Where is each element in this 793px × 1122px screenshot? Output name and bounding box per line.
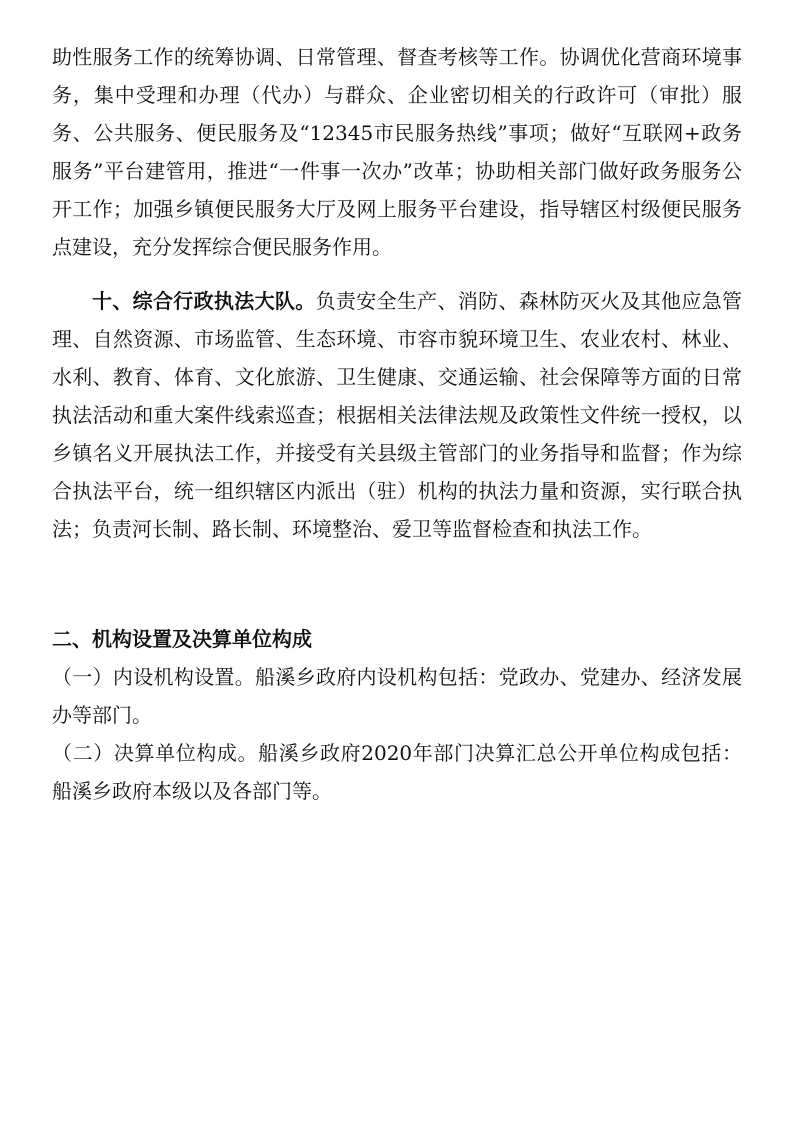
paragraph-law-enforcement <box>52 282 742 548</box>
item-budget-units: （二）决算单位构成。船溪乡政府2020年部门决算汇总公开单位构成包括：船溪乡政府本级以及各部门等。 <box>52 741 742 803</box>
paragraph-service-center: 助性服务工作的统筹协调、日常管理、督查考核等工作。协调优化营商环境事务，集中受理和办理（代办）与群众、企业密切相关的行政许可（审批）服务、公共服务、便民服务及“12345市民服务热线”事项；做好“互联网+政务服务”平台建管用，推进“一件事一次办”改革；协助相关部门做好政务服务公开工作；加强乡镇便民服务大厅及网上服务平台建设，指导辖区村级便民服务点建设，充分发挥综合便民服务作用。 <box>52 45 742 259</box>
paragraph-lead-title: 十、综合行政执法大队。 <box>92 289 316 313</box>
section-heading: 二、机构设置及决算单位构成 <box>52 627 312 651</box>
paragraph-body: 负责安全生产、消防、森林防灭火及其他应急管理、自然资源、市场监管、生态环境、市容市貌环境卫生、农业农村、林业、水利、教育、体育、文化旅游、卫生健康、交通运输、社会保障等方面的日常执法活动和重大案件线索巡查；根据相关法律法规及政策性文件统一授权，以乡镇名义开展执法工作，并接受有关县级主管部门的业务指导和监督；作为综合执法平台，统一组织辖区内派出（驻）机构的执法力量和资源，实行联合执法；负责河长制、路长制、环境整治、爱卫等监督检查和执法工作。 <box>52 289 743 541</box>
item-internal-organization: （一）内设机构设置。船溪乡政府内设机构包括：党政办、党建办、经济发展办等部门。 <box>52 665 742 727</box>
